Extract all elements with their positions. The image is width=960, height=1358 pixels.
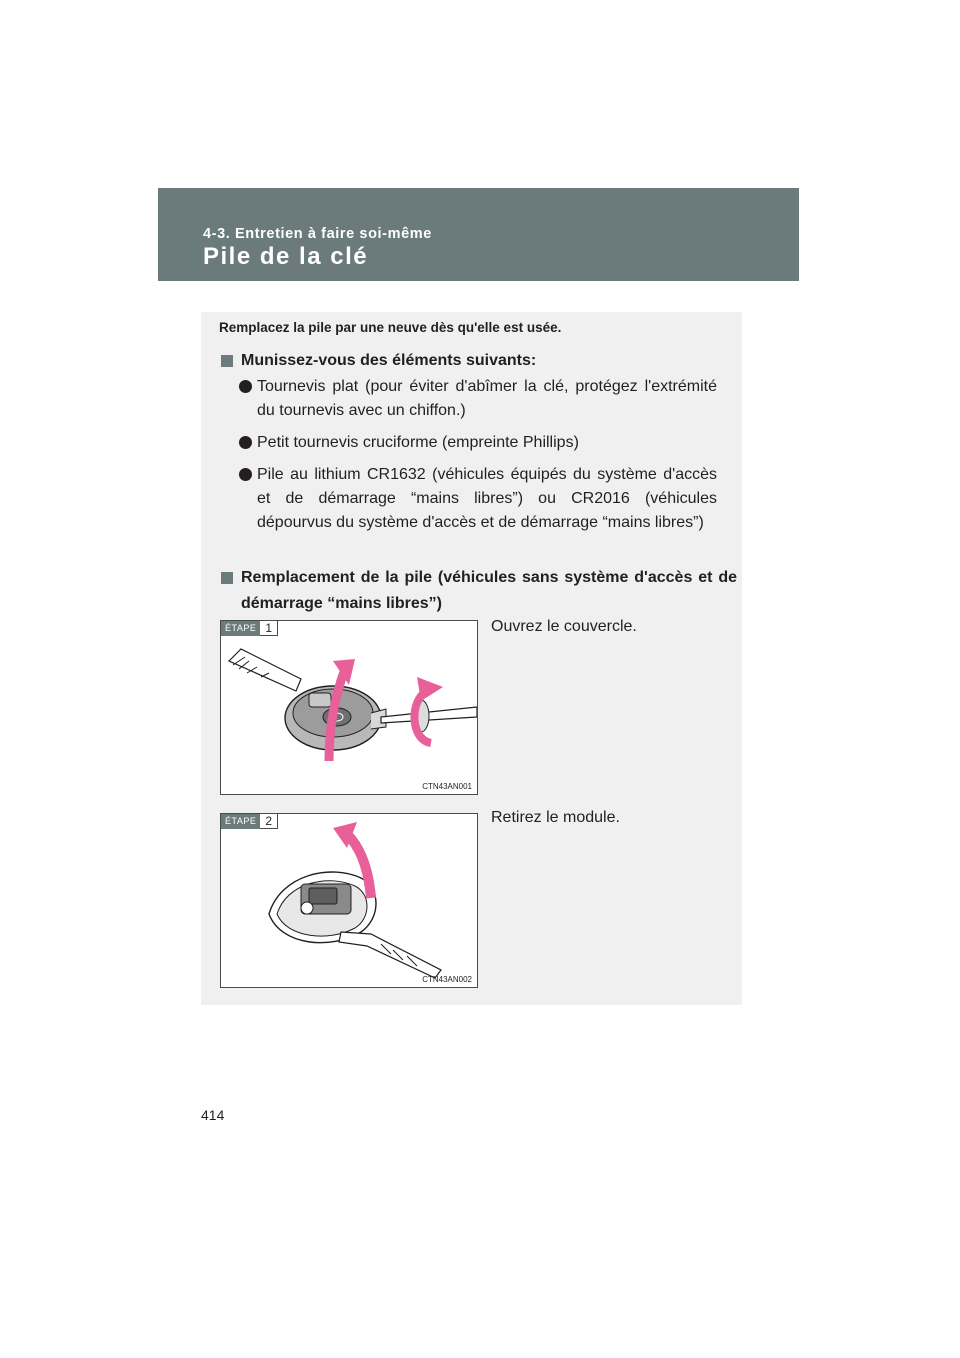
step1-text: Ouvrez le couvercle. (491, 618, 637, 635)
items-heading: Munissez-vous des éléments suivants: (221, 348, 737, 374)
intro-text: Remplacez la pile par une neuve dès qu'elle est usée. (219, 320, 562, 335)
page-number: 414 (201, 1107, 225, 1123)
bullet-icon (239, 380, 252, 393)
step2-figure (220, 813, 478, 988)
square-bullet-icon (221, 355, 233, 367)
key-open-cover-illustration (221, 621, 477, 794)
step2-text: Retirez le module. (491, 809, 620, 826)
page-title: Pile de la clé (203, 243, 369, 270)
section-header (158, 188, 799, 281)
list-item: Petit tournevis cruciforme (empreinte Phillips) (239, 431, 717, 455)
step-badge: ÉTAPE 1 (221, 621, 278, 636)
figure-code: CTN43AN001 (422, 782, 472, 791)
square-bullet-icon (221, 572, 233, 584)
replace-heading: Remplacement de la pile (véhicules sans système d'accès et de démarrage “mains libres”) (221, 565, 737, 617)
step-badge: ÉTAPE 2 (221, 814, 278, 829)
step1-figure (220, 620, 478, 795)
bullet-icon (239, 468, 252, 481)
figure-code: CTN43AN002 (422, 975, 472, 984)
content-panel (201, 312, 742, 1005)
list-item: Tournevis plat (pour éviter d'abîmer la clé, protégez l'extrémité du tournevis avec un chiffon.) (239, 375, 717, 423)
key-remove-module-illustration (221, 814, 477, 987)
list-item: Pile au lithium CR1632 (véhicules équipés du système d'accès et de démarrage “mains libres”) ou CR2016 (véhicules dépourvus du système d'accès et de démarrage “mains libres”) (239, 463, 717, 535)
bullet-icon (239, 436, 252, 449)
section-label: 4-3. Entretien à faire soi-même (203, 226, 432, 242)
